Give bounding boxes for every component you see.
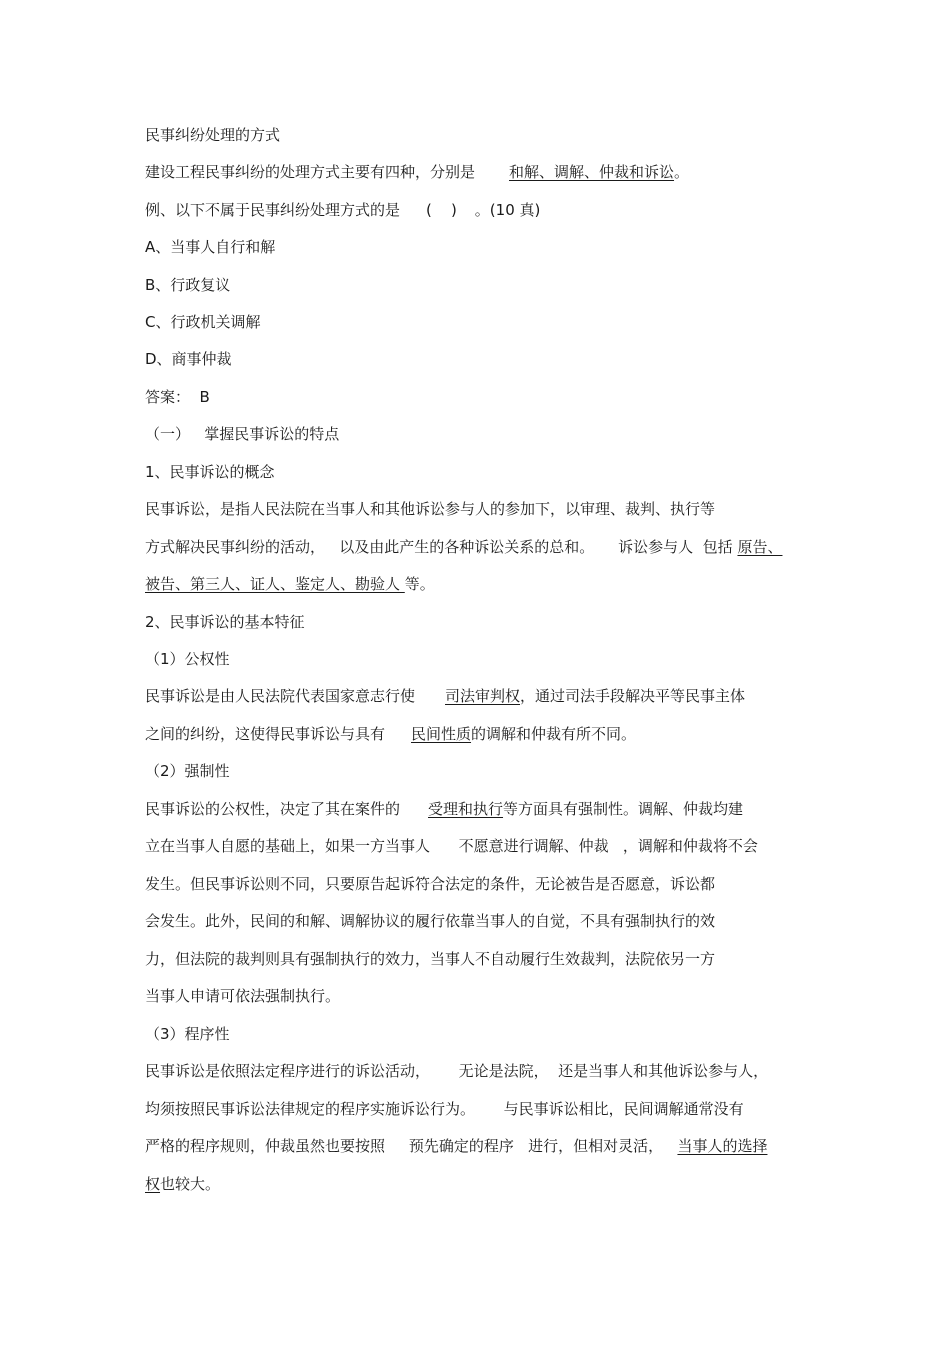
feature-1-text-d: 的调解和仲裁有所不同。 <box>471 725 637 743</box>
section-heading: （一） 掌握民事诉讼的特点 <box>145 425 340 443</box>
feature-2-text-b: 等方面具有强制性。调解、仲裁均建 <box>503 800 744 818</box>
feature-2-line-4: 会发生。此外，民间的和解、调解协议的履行依靠当事人的自觉，不具有强制执行的效 <box>145 912 716 930</box>
heading-concept: 1、民事诉讼的概念 <box>145 463 275 481</box>
feature-3-text-a: 严格的程序规则，仲裁虽然也要按照 预先确定的程序 进行，但相对灵活， <box>145 1137 678 1155</box>
feature-2-heading: （2）强制性 <box>145 762 230 780</box>
option-c: C、行政机关调解 <box>145 313 261 331</box>
feature-1-text-a: 民事诉讼是由人民法院代表国家意志行使 <box>145 687 416 705</box>
feature-2-text-a: 民事诉讼的公权性，决定了其在案件的 <box>145 800 401 818</box>
feature-3-line-3 <box>145 1136 767 1156</box>
feature-3-line-2: 均须按照民事诉讼法律规定的程序实施诉讼行为。 与民事诉讼相比，民间调解通常没有 <box>145 1100 744 1118</box>
feature-3-underlined-b: 权 <box>145 1175 161 1193</box>
intro-text: 建设工程民事纠纷的处理方式主要有四种，分别是 <box>145 163 476 181</box>
feature-2-underlined: 受理和执行 <box>428 800 504 818</box>
feature-1-underlined-a: 司法审判权 <box>445 687 521 705</box>
concept-line-3-end: 等。 <box>404 575 435 593</box>
question-line <box>145 200 540 220</box>
concept-underlined-1: 原告、 <box>737 538 783 556</box>
feature-2-line-1 <box>145 799 743 819</box>
intro-line <box>145 162 689 182</box>
feature-1-text-b: ，通过司法手段解决平等民事主体 <box>520 687 746 705</box>
feature-3-line-1: 民事诉讼是依照法定程序进行的诉讼活动， 无论是法院， 还是当事人和其他诉讼参与人， <box>145 1062 769 1080</box>
feature-1-underlined-b: 民间性质 <box>411 725 472 743</box>
feature-2-line-5: 力，但法院的裁判则具有强制执行的效力，当事人不自动履行生效裁判，法院依另一方 <box>145 950 716 968</box>
concept-line-2 <box>145 537 782 557</box>
concept-line-2-text: 方式解决民事纠纷的活动， 以及由此产生的各种诉讼关系的总和。 诉讼参与人 包括 <box>145 538 733 556</box>
feature-3-heading: （3）程序性 <box>145 1025 230 1043</box>
feature-2-line-6: 当事人申请可依法强制执行。 <box>145 987 341 1005</box>
question-tail: 。(10 真) <box>474 201 541 219</box>
feature-3-underlined-a: 当事人的选择 <box>677 1137 768 1155</box>
feature-1-line-2 <box>145 724 636 744</box>
feature-2-line-3: 发生。但民事诉讼则不同，只要原告起诉符合法定的条件，无论被告是否愿意，诉讼都 <box>145 875 716 893</box>
concept-line-3 <box>145 574 435 594</box>
option-b: B、行政复议 <box>145 276 231 294</box>
feature-2-line-2: 立在当事人自愿的基础上，如果一方当事人 不愿意进行调解、仲裁 ，调解和仲裁将不会 <box>145 837 758 855</box>
answer-line: 答案： B <box>145 388 210 406</box>
question-blank: ( ) <box>426 201 457 219</box>
feature-3-line-4 <box>145 1174 220 1194</box>
doc-title: 民事纠纷处理的方式 <box>145 126 281 144</box>
feature-1-text-c: 之间的纠纷，这使得民事诉讼与具有 <box>145 725 386 743</box>
question-text: 例、以下不属于民事纠纷处理方式的是 <box>145 201 401 219</box>
option-d: D、商事仲裁 <box>145 350 232 368</box>
intro-end: 。 <box>674 163 690 181</box>
intro-underlined: 和解、调解、仲裁和诉讼 <box>509 163 675 181</box>
option-a: A、当事人自行和解 <box>145 238 276 256</box>
feature-1-heading: （1）公权性 <box>145 650 230 668</box>
concept-line-1: 民事诉讼，是指人民法院在当事人和其他诉讼参与人的参加下，以审理、裁判、执行等 <box>145 500 716 518</box>
feature-1-line-1 <box>145 686 745 706</box>
heading-features: 2、民事诉讼的基本特征 <box>145 613 305 631</box>
feature-3-text-b: 也较大。 <box>160 1175 221 1193</box>
concept-underlined-2: 被告、第三人、证人、鉴定人、勘验人 <box>145 575 405 593</box>
